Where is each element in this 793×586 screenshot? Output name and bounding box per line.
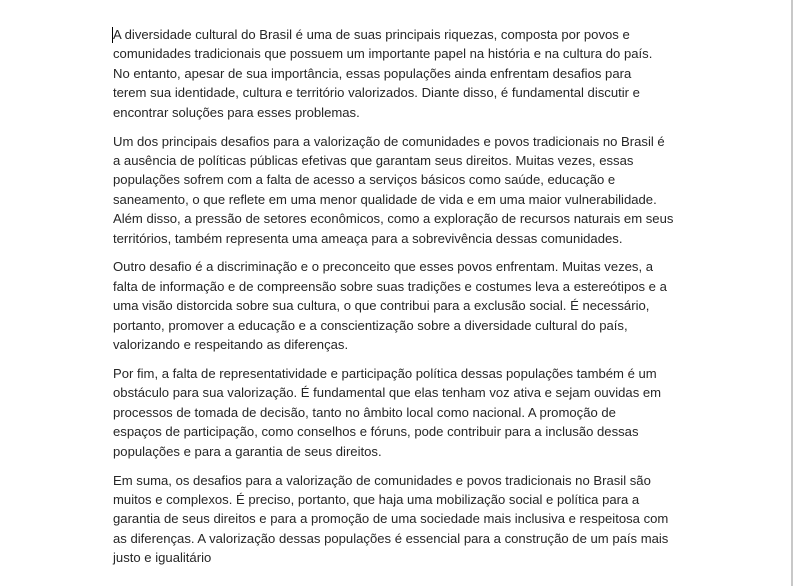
paragraph-5 — [113, 471, 681, 568]
text-line: portanto, promover a educação e a conscientização sobre a diversidade cultural do país, — [113, 317, 628, 333]
text-line: Por fim, a falta de representatividade e participação política dessas populações também é um — [113, 366, 657, 381]
text-line: uma visão distorcida sobre sua cultura, o que contribui para a exclusão social. É necessário, — [113, 298, 650, 314]
text-line: A diversidade cultural do Brasil é uma de suas principais riquezas, composta por povos e — [113, 27, 630, 42]
text-line: Além disso, a pressão de setores econômicos, como a exploração de recursos naturais em seus — [113, 211, 674, 227]
text-line: No entanto, apesar de sua importância, essas populações ainda enfrentam desafios para — [113, 65, 632, 81]
text-line: muitos e complexos. É preciso, portanto, que haja uma mobilização social e política para a — [113, 491, 640, 507]
text-line: espaços de participação, como conselhos e fóruns, pode contribuir para a inclusão dessas — [113, 424, 639, 440]
text-line: comunidades tradicionais que possuem um importante papel na história e na cultura do país. — [113, 46, 653, 62]
text-line: terem sua identidade, cultura e território valorizados. Diante disso, é fundamental discutir e — [113, 85, 640, 101]
text-line: territórios, também representa uma ameaça para a sobrevivência dessas comunidades. — [113, 230, 623, 246]
text-line: a ausência de políticas públicas efetivas que garantam seus direitos. Muitas vezes, essas — [113, 152, 634, 168]
text-line: Outro desafio é a discriminação e o preconceito que esses povos enfrentam. Muitas vezes, a — [113, 259, 654, 275]
text-line: valorizando e respeitando as diferenças. — [113, 337, 349, 353]
text-line: encontrar soluções para esses problemas. — [113, 104, 360, 120]
text-line: garantia de seus direitos e para a promoção de uma sociedade mais inclusiva e respeitosa com — [113, 511, 669, 527]
text-line: populações e para a garantia de seus direitos. — [113, 443, 382, 459]
text-line: processos de tomada de decisão, tanto no âmbito local como nacional. A promoção de — [113, 404, 616, 420]
paragraph-1 — [113, 25, 681, 122]
text-line: Um dos principais desafios para a valorização de comunidades e povos tradicionais no Brasil é — [113, 133, 665, 149]
text-line: populações sofrem com a falta de acesso a serviços básicos como saúde, educação e — [113, 172, 616, 188]
text-line: saneamento, o que reflete em uma menor qualidade de vida e em uma maior vulnerabilidade. — [113, 191, 657, 207]
document-body[interactable] — [113, 25, 681, 577]
paragraph-3 — [113, 257, 681, 354]
paragraph-4 — [113, 364, 681, 461]
text-line: falta de informação e de compreensão sobre suas tradições e costumes leva a estereótipos e a — [113, 278, 667, 294]
paragraph-2 — [113, 132, 681, 248]
text-line: justo e igualitário — [113, 550, 212, 566]
text-line: as diferenças. A valorização dessas populações é essencial para a construção de um país mais — [113, 530, 669, 546]
text-line: obstáculo para sua valorização. É fundamental que elas tenham voz ativa e sejam ouvidas em — [113, 385, 662, 401]
text-line: Em suma, os desafios para a valorização de comunidades e povos tradicionais no Brasil são — [113, 472, 651, 488]
